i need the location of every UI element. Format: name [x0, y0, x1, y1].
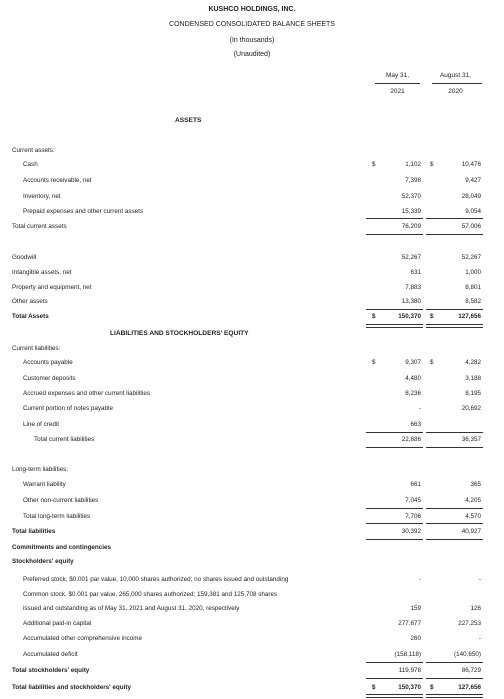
value-aug-2020: 8,582: [465, 298, 481, 305]
value-aug-2020: 365: [470, 481, 481, 488]
row-label: Accumulated deficit: [23, 651, 78, 658]
row-label: Stockholders' equity: [12, 558, 74, 565]
liabilities-heading: LIABILITIES AND STOCKHOLDERS' EQUITY: [110, 330, 249, 337]
total-rule: [366, 234, 423, 235]
dollar-sign: $: [430, 313, 434, 320]
dollar-sign: $: [372, 684, 376, 691]
col1-header-rule: [375, 83, 420, 84]
value-may-2021: 1,102: [405, 161, 421, 168]
units-note: (In thousands): [229, 37, 275, 44]
dollar-sign: $: [430, 684, 434, 691]
value-may-2021: 663: [410, 421, 421, 428]
value-aug-2020: (140,650): [454, 651, 481, 658]
value-may-2021: 260: [410, 635, 421, 642]
value-aug-2020: 3,188: [465, 375, 481, 382]
col2-header-rule: [432, 83, 482, 84]
value-may-2021: 119,978: [398, 667, 421, 674]
value-may-2021: 52,267: [401, 254, 421, 261]
row-label: issued and outstanding as of May 31, 2021 and August 31, 2020, respectively: [23, 605, 240, 612]
row-label: Other non-current liabilities: [23, 497, 99, 504]
value-aug-2020: 57,006: [461, 223, 481, 230]
value-may-2021: 7,398: [405, 177, 421, 184]
value-may-2021: 150,370: [398, 313, 421, 320]
value-may-2021: (158,118): [394, 651, 421, 658]
value-may-2021: 631: [410, 269, 421, 276]
value-may-2021: 13,380: [401, 298, 421, 305]
value-aug-2020: 52,267: [461, 254, 481, 261]
row-label: Inventory, net: [23, 193, 61, 200]
value-aug-2020: 4,282: [465, 359, 481, 366]
row-label: Total long-term liabilities: [23, 513, 91, 520]
value-aug-2020: 40,927: [461, 528, 481, 535]
row-label: Total Assets: [12, 313, 49, 320]
value-may-2021: -: [418, 405, 421, 412]
value-aug-2020: 10,476: [461, 161, 481, 168]
value-may-2021: -: [418, 576, 421, 583]
value-may-2021: 159: [410, 605, 421, 612]
audit-note: (Unaudited): [233, 51, 271, 58]
row-label: Current assets:: [12, 147, 55, 154]
subtotal-rule: [426, 218, 483, 219]
value-aug-2020: 8,801: [465, 284, 481, 291]
value-may-2021: 7,045: [405, 497, 421, 504]
row-label: Intangible assets, net: [12, 269, 72, 276]
value-aug-2020: 127,656: [458, 684, 481, 691]
double-rule: [366, 324, 423, 328]
assets-heading: ASSETS: [175, 117, 202, 124]
value-may-2021: 4,480: [405, 375, 421, 382]
col1-header-line1: May 31,: [385, 72, 410, 79]
dollar-sign: $: [372, 161, 376, 168]
row-label: Commitments and contingencies: [12, 544, 112, 551]
subtotal-rule: [366, 523, 423, 524]
col2-header-line2: 2020: [448, 88, 463, 95]
subtotal-rule: [366, 662, 423, 663]
row-label: Additional paid-in capital: [23, 620, 92, 627]
value-may-2021: 76,209: [401, 223, 421, 230]
row-label: Current portion of notes payable: [23, 405, 113, 412]
value-aug-2020: 1,000: [465, 269, 481, 276]
row-label: Property and equipment, net: [12, 284, 92, 291]
row-label: Prepaid expenses and other current assets: [23, 208, 144, 215]
row-label: Current liabilities:: [12, 345, 61, 352]
subtotal-rule: [426, 678, 483, 679]
total-rule: [426, 539, 483, 540]
value-aug-2020: 28,049: [461, 193, 481, 200]
value-may-2021: 30,392: [401, 528, 421, 535]
row-label: Accumulated other comprehensive income: [23, 635, 143, 642]
double-rule: [426, 324, 483, 328]
subtotal-rule: [366, 678, 423, 679]
col1-header-line2: 2021: [390, 88, 405, 95]
dollar-sign: $: [430, 359, 434, 366]
subtotal-rule: [366, 218, 423, 219]
total-rule: [366, 447, 423, 448]
subtotal-rule: [426, 432, 483, 433]
row-label: Preferred stock, $0.001 par value, 10,000 shares authorized; no shares issued and outstanding: [23, 576, 289, 583]
value-aug-2020: -: [478, 576, 481, 583]
value-may-2021: 661: [410, 481, 421, 488]
total-rule: [426, 234, 483, 235]
value-may-2021: 8,236: [405, 390, 421, 397]
value-aug-2020: 86,729: [461, 667, 481, 674]
col2-header-line1: August 31,: [439, 72, 472, 79]
value-may-2021: 52,370: [401, 193, 421, 200]
value-may-2021: 9,307: [405, 359, 421, 366]
subtotal-rule: [366, 432, 423, 433]
subtotal-rule: [426, 508, 483, 509]
row-label: Long-term liabilities:: [12, 466, 68, 473]
row-label: Warrant liability: [23, 481, 66, 488]
value-aug-2020: 127,656: [458, 313, 481, 320]
row-label: Line of credit: [23, 421, 60, 428]
subtotal-rule: [366, 309, 423, 310]
row-label: Total current assets: [12, 223, 67, 230]
row-label: Accrued expenses and other current liabilities: [23, 390, 151, 397]
double-rule: [426, 694, 483, 698]
subtotal-rule: [426, 662, 483, 663]
value-aug-2020: 4,570: [465, 513, 481, 520]
value-aug-2020: 36,357: [461, 436, 481, 443]
row-label: Total liabilities: [12, 528, 56, 535]
value-may-2021: 7,883: [405, 284, 421, 291]
row-label: Accounts receivable, net: [23, 177, 92, 184]
value-may-2021: 15,339: [401, 208, 421, 215]
dollar-sign: $: [372, 313, 376, 320]
value-aug-2020: 9,427: [465, 177, 481, 184]
row-label: Total stockholders' equity: [12, 667, 90, 674]
value-aug-2020: 8,195: [465, 390, 481, 397]
total-rule: [366, 539, 423, 540]
value-may-2021: 22,686: [401, 436, 421, 443]
row-label: Common stock, $0.001 par value, 265,000 shares authorized; 159,381 and 125,708 shares: [23, 591, 278, 598]
value-may-2021: 7,706: [405, 513, 421, 520]
value-aug-2020: 9,054: [465, 208, 481, 215]
dollar-sign: $: [430, 161, 434, 168]
value-may-2021: 150,370: [398, 684, 421, 691]
value-aug-2020: 20,692: [461, 405, 481, 412]
total-rule: [426, 447, 483, 448]
subtotal-rule: [426, 309, 483, 310]
value-aug-2020: -: [478, 635, 481, 642]
dollar-sign: $: [372, 359, 376, 366]
subtotal-rule: [366, 508, 423, 509]
double-rule: [366, 694, 423, 698]
value-may-2021: 277,677: [398, 620, 421, 627]
statement-title: CONDENSED CONSOLIDATED BALANCE SHEETS: [169, 21, 335, 28]
row-label: Accounts payable: [23, 359, 73, 366]
subtotal-rule: [426, 523, 483, 524]
row-label: Cash: [23, 161, 38, 168]
row-label: Other assets: [12, 298, 48, 305]
value-aug-2020: 4,205: [465, 497, 481, 504]
row-label: Customer deposits: [23, 375, 76, 382]
value-aug-2020: 227,253: [458, 620, 481, 627]
value-aug-2020: 126: [470, 605, 481, 612]
row-label: Goodwill: [12, 254, 37, 261]
row-label: Total liabilities and stockholders' equity: [12, 684, 131, 691]
row-label: Total current liabilities: [34, 436, 95, 443]
company-name: KUSHCO HOLDINGS, INC.: [208, 6, 296, 13]
